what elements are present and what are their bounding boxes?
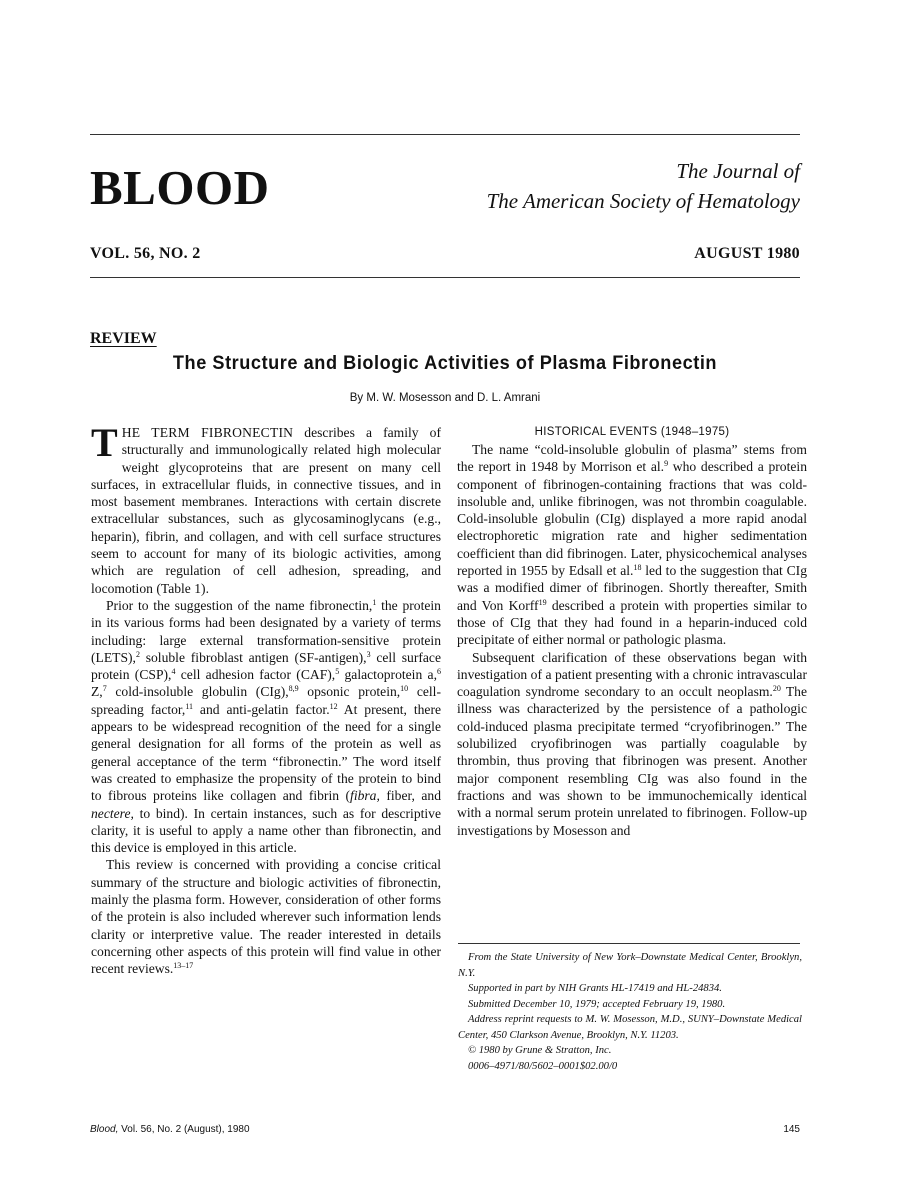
society-name [487, 156, 800, 216]
society-line-2: The American Society of Hematology [486, 189, 800, 213]
footnote-reprints: Address reprint requests to M. W. Mosesson, M.D., SUNY–Downstate Medical Center, 450 Clarkson Avenue, Brooklyn, N.Y. 11203. [458, 1014, 802, 1041]
paragraph-history: The name “cold-insoluble globulin of plasma” stems from the report in 1948 by Morrison et al.$^9$ who described a protein component of fibrinogen-containing fractions that was cold-insoluble and, unlike fibrinogen, was not thrombin coagulable. Cold-insoluble globulin (CIg) displayed a more rapid anodal electrophoretic migration rate and higher sedimentation coefficient than did fibrinogen. Later, physicochemical analyses reported in 1955 by Edsall et al.$^{18}$ led to the suggestion that CIg was a modified dimer of fibrinogen. Shortly thereafter, Smith and Von Korff$^{19}$ described a protein with properties similar to those of CIg that they had found in a heparin-induced cold precipitate of either normal or pathologic plasma. [457, 442, 808, 648]
reference-mark: 5 [335, 667, 340, 677]
reference-mark: 18 [633, 563, 642, 573]
reference-mark: 12 [329, 701, 338, 711]
byline: By M. W. Mosesson and D. L. Amrani [349, 392, 541, 404]
reference-mark: 19 [538, 597, 547, 607]
reference-mark: 9 [664, 459, 669, 469]
lead-in: HE TERM FIBRONECTIN [121, 425, 294, 440]
footnote-rule [458, 943, 800, 944]
article-title: The Structure and Biologic Activities of Plasma Fibronectin [172, 352, 718, 374]
reference-mark: 13–17 [173, 961, 194, 971]
latin-term: nectere, [91, 805, 134, 821]
paragraph-clarification: Subsequent clarification of these observations began with investigation of a patient presenting with a chronic intravascular coagulation syndrome secondary to an occult neoplasm.$^{20}$ The illness was characterized by the persistence of a pathologic cold-induced plasma precipitate termed “cryofibrinogen.” The solubilized cryofibrinogen was partially coagulable by thrombin, thus proving that fibrinogen was present. Another major component resembling CIg was also found in the fractions and was shown to be immunochemically identical with a normal serum protein unrelated to fibrinogen. Follow-up investigations by Mosesson and [457, 649, 807, 838]
reference-mark: 20 [772, 684, 781, 694]
footnote-dates: Submitted December 10, 1979; accepted February 19, 1980. [468, 998, 726, 1010]
footnote-copyright: © 1980 by Grune & Stratton, Inc. [468, 1045, 612, 1056]
header-bottom-rule [90, 277, 800, 278]
footnote-code: 0006–4971/80/5602–0001$02.00/0 [468, 1060, 618, 1072]
society-line-1: The Journal of [676, 159, 800, 183]
reference-mark: 8,9 [288, 684, 299, 694]
right-column [457, 441, 807, 839]
header-top-rule [90, 134, 800, 135]
intro-paragraph: THE TERM FIBRONECTIN describes a family of structurally and immunologically related high molecular weight glycoproteins that are present on many cell surfaces, in extracellular fluids, in connective tissues, and in most basement membranes. Interactions with certain discrete extracellular substances, such as glycosaminoglycans (e.g., heparin), fibrin, and collagen, and with cell surface structures seem to account for many of its biologic activities, among which are regulation of cell adhesion, spreading, and locomotion (Table 1). [91, 420, 442, 596]
reference-mark: 2 [135, 649, 140, 659]
volume-issue: VOL. 56, NO. 2 [90, 245, 201, 262]
paragraph-scope: This review is concerned with providing a concise critical summary of the structure and biologic activities of fibronectin, mainly the plasma form. However, consideration of other forms of the protein is also included wherever such information lends clarity or interpretive value. The reader interested in details concerning other aspects of this protein will find value in other recent reviews.$^{13-17}$ [91, 857, 441, 977]
journal-name: BLOOD [90, 160, 270, 215]
reference-mark: 6 [437, 667, 441, 677]
reference-mark: 1 [372, 597, 377, 607]
left-column [91, 420, 442, 978]
section-label: REVIEW [90, 330, 157, 347]
reference-mark: 7 [102, 684, 107, 694]
drop-cap: T [91, 420, 118, 465]
reference-mark: 10 [400, 684, 409, 694]
latin-term: fibra, [350, 788, 380, 804]
footnote-support: Supported in part by NIH Grants HL-17419 and HL-24834. [468, 983, 722, 994]
paragraph-names: Prior to the suggestion of the name fibronectin,$^1$ the protein in its various forms had been designated by a variety of terms including: large external transformation-sensitive protein (LETS),$^2$ soluble fibroblast antigen (SF-antigen),$^3$ cell surface protein (CSP),$^4$ cell adhesion factor (CAF),$^5$ galactoprotein a,$^6$ Z,$^7$ cold-insoluble globulin (CIg),$^{8,9}$ opsonic protein,$^{10}$ cell-spreading factor,$^{11}$ and anti-gelatin factor.$^{12}$ At present, there appears to be widespread recognition of the need for a single general designation for all forms of the protein as well as general acceptance of the term “fibronectin.” The word itself was created to emphasize the propensity of the protein to bind to fibrous proteins like collagen and fibrin (fibra, fiber, and nectere, to bind). In certain instances, such as for descriptive clarity, it is useful to apply a name other than fibronectin, and this device is employed in this article. [91, 597, 442, 856]
issue-date: AUGUST 1980 [694, 245, 800, 262]
reference-mark: 11 [185, 701, 194, 711]
reference-mark: 4 [171, 667, 176, 677]
footnote-affiliation: From the State University of New York–Downstate Medical Center, Brooklyn, N.Y. [458, 952, 802, 979]
section-heading: HISTORICAL EVENTS (1948–1975) [534, 426, 730, 438]
page-number: 145 [783, 1124, 800, 1135]
reference-mark: 3 [366, 649, 371, 659]
citation-line: Blood, Vol. 56, No. 2 (August), 1980 [90, 1124, 250, 1135]
footnotes [458, 950, 802, 1074]
